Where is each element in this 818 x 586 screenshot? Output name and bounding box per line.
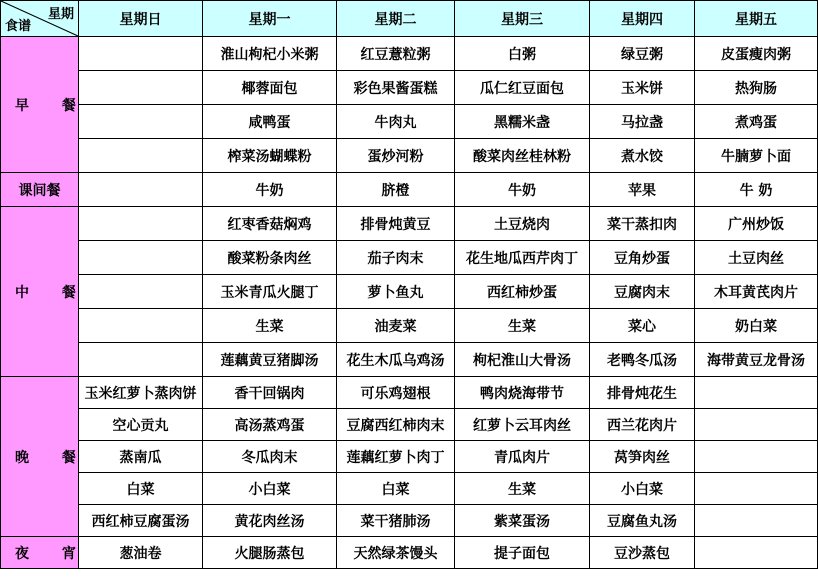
dish-cell-fri: 海带黄豆龙骨汤	[695, 343, 818, 377]
dish-cell-mon: 小白菜	[203, 473, 337, 505]
dish-cell-sun: 玉米红萝卜蒸肉饼	[79, 377, 203, 409]
dish-cell-tue: 菜干猪肺汤	[337, 505, 455, 537]
dish-cell-sun: 蒸南瓜	[79, 441, 203, 473]
meal-label-lunch: 中 餐	[1, 207, 79, 377]
dish-cell-tue: 彩色果酱蛋糕	[337, 71, 455, 105]
day-header-fri: 星期五	[695, 1, 818, 37]
dish-cell-mon: 椰蓉面包	[203, 71, 337, 105]
corner-menu-label: 食谱	[5, 19, 32, 34]
dish-cell-thu: 小白菜	[590, 473, 695, 505]
dish-cell-mon: 淮山枸杞小米粥	[203, 37, 337, 71]
dish-cell-wed: 黑糯米盏	[455, 105, 590, 139]
dish-cell-thu: 豆角炒蛋	[590, 241, 695, 275]
dish-cell-thu: 菜干蒸扣肉	[590, 207, 695, 241]
menu-row	[1, 537, 818, 569]
table-header	[1, 1, 818, 37]
dish-cell-fri	[695, 409, 818, 441]
dish-cell-wed: 生菜	[455, 473, 590, 505]
menu-row	[1, 275, 818, 309]
dish-cell-wed: 土豆烧肉	[455, 207, 590, 241]
dish-cell-fri: 木耳黄芪肉片	[695, 275, 818, 309]
dish-cell-fri: 奶白菜	[695, 309, 818, 343]
dish-cell-tue: 花生木瓜乌鸡汤	[337, 343, 455, 377]
dish-cell-tue: 油麦菜	[337, 309, 455, 343]
dish-cell-wed: 青瓜肉片	[455, 441, 590, 473]
dish-cell-wed: 生菜	[455, 309, 590, 343]
menu-row	[1, 241, 818, 275]
dish-cell-wed: 红萝卜云耳肉丝	[455, 409, 590, 441]
header-row	[1, 1, 818, 37]
dish-cell-wed: 白粥	[455, 37, 590, 71]
dish-cell-wed: 瓜仁红豆面包	[455, 71, 590, 105]
day-header-mon: 星期一	[203, 1, 337, 37]
dish-cell-mon: 生菜	[203, 309, 337, 343]
dish-cell-sun	[79, 37, 203, 71]
day-header-sun: 星期日	[79, 1, 203, 37]
menu-row	[1, 441, 818, 473]
dish-cell-sun	[79, 71, 203, 105]
dish-cell-thu: 煮水饺	[590, 139, 695, 173]
dish-cell-fri: 煮鸡蛋	[695, 105, 818, 139]
menu-row	[1, 377, 818, 409]
dish-cell-sun	[79, 207, 203, 241]
dish-cell-mon: 黄花肉丝汤	[203, 505, 337, 537]
dish-cell-mon: 高汤蒸鸡蛋	[203, 409, 337, 441]
menu-row	[1, 309, 818, 343]
corner-weekday-label: 星期	[47, 7, 74, 22]
dish-cell-tue: 脐橙	[337, 173, 455, 207]
dish-cell-thu: 菜心	[590, 309, 695, 343]
dish-cell-tue: 萝卜鱼丸	[337, 275, 455, 309]
dish-cell-wed: 鸭肉烧海带节	[455, 377, 590, 409]
dish-cell-mon: 香干回锅肉	[203, 377, 337, 409]
dish-cell-mon: 咸鸭蛋	[203, 105, 337, 139]
dish-cell-sun: 空心贡丸	[79, 409, 203, 441]
dish-cell-tue: 天然绿茶馒头	[337, 537, 455, 569]
dish-cell-wed: 紫菜蛋汤	[455, 505, 590, 537]
dish-cell-tue: 豆腐西红柿肉末	[337, 409, 455, 441]
dish-cell-mon: 莲藕黄豆猪脚汤	[203, 343, 337, 377]
menu-row	[1, 473, 818, 505]
dish-cell-fri	[695, 473, 818, 505]
dish-cell-wed: 牛奶	[455, 173, 590, 207]
dish-cell-mon: 酸菜粉条肉丝	[203, 241, 337, 275]
meal-label-snack: 课间餐	[1, 173, 79, 207]
dish-cell-tue: 排骨炖黄豆	[337, 207, 455, 241]
dish-cell-tue: 红豆薏粒粥	[337, 37, 455, 71]
menu-row	[1, 139, 818, 173]
dish-cell-tue: 茄子肉末	[337, 241, 455, 275]
dish-cell-sun	[79, 241, 203, 275]
dish-cell-fri	[695, 377, 818, 409]
dish-cell-fri: 皮蛋瘦肉粥	[695, 37, 818, 71]
dish-cell-mon: 红枣香菇焖鸡	[203, 207, 337, 241]
corner-cell	[1, 1, 79, 37]
menu-row	[1, 505, 818, 537]
dish-cell-wed: 花生地瓜西芹肉丁	[455, 241, 590, 275]
dish-cell-fri	[695, 505, 818, 537]
dish-cell-wed: 枸杞淮山大骨汤	[455, 343, 590, 377]
menu-row	[1, 173, 818, 207]
menu-row	[1, 71, 818, 105]
dish-cell-sun	[79, 139, 203, 173]
dish-cell-wed: 西红柿炒蛋	[455, 275, 590, 309]
dish-cell-mon: 火腿肠蒸包	[203, 537, 337, 569]
dish-cell-sun	[79, 275, 203, 309]
dish-cell-thu: 莴笋肉丝	[590, 441, 695, 473]
menu-row	[1, 207, 818, 241]
meal-label-breakfast: 早 餐	[1, 37, 79, 173]
dish-cell-thu: 豆腐鱼丸汤	[590, 505, 695, 537]
dish-cell-sun: 白菜	[79, 473, 203, 505]
table-body	[1, 37, 818, 569]
dish-cell-thu: 西兰花肉片	[590, 409, 695, 441]
dish-cell-sun: 葱油卷	[79, 537, 203, 569]
dish-cell-fri: 牛腩萝卜面	[695, 139, 818, 173]
dish-cell-tue: 蛋炒河粉	[337, 139, 455, 173]
dish-cell-thu: 排骨炖花生	[590, 377, 695, 409]
day-header-thu: 星期四	[590, 1, 695, 37]
meal-label-late-snack: 夜 宵	[1, 537, 79, 569]
dish-cell-thu: 苹果	[590, 173, 695, 207]
dish-cell-mon: 榨菜汤蝴蝶粉	[203, 139, 337, 173]
dish-cell-wed: 酸菜肉丝桂林粉	[455, 139, 590, 173]
dish-cell-wed: 提子面包	[455, 537, 590, 569]
dish-cell-tue: 莲藕红萝卜肉丁	[337, 441, 455, 473]
dish-cell-mon: 冬瓜肉末	[203, 441, 337, 473]
meal-label-dinner: 晚 餐	[1, 377, 79, 537]
menu-row	[1, 105, 818, 139]
menu-row	[1, 343, 818, 377]
dish-cell-tue: 可乐鸡翅根	[337, 377, 455, 409]
dish-cell-fri: 牛 奶	[695, 173, 818, 207]
dish-cell-fri: 土豆肉丝	[695, 241, 818, 275]
day-header-tue: 星期二	[337, 1, 455, 37]
dish-cell-thu: 马拉盏	[590, 105, 695, 139]
dish-cell-fri: 广州炒饭	[695, 207, 818, 241]
dish-cell-sun: 西红柿豆腐蛋汤	[79, 505, 203, 537]
dish-cell-thu: 玉米饼	[590, 71, 695, 105]
dish-cell-mon: 牛奶	[203, 173, 337, 207]
dish-cell-fri	[695, 537, 818, 569]
dish-cell-mon: 玉米青瓜火腿丁	[203, 275, 337, 309]
dish-cell-sun	[79, 173, 203, 207]
dish-cell-tue: 白菜	[337, 473, 455, 505]
day-header-wed: 星期三	[455, 1, 590, 37]
menu-row	[1, 409, 818, 441]
dish-cell-fri	[695, 441, 818, 473]
dish-cell-fri: 热狗肠	[695, 71, 818, 105]
dish-cell-sun	[79, 343, 203, 377]
dish-cell-tue: 牛肉丸	[337, 105, 455, 139]
dish-cell-thu: 绿豆粥	[590, 37, 695, 71]
dish-cell-thu: 老鸭冬瓜汤	[590, 343, 695, 377]
dish-cell-thu: 豆沙蒸包	[590, 537, 695, 569]
dish-cell-sun	[79, 309, 203, 343]
menu-row	[1, 37, 818, 71]
dish-cell-thu: 豆腐肉末	[590, 275, 695, 309]
dish-cell-sun	[79, 105, 203, 139]
